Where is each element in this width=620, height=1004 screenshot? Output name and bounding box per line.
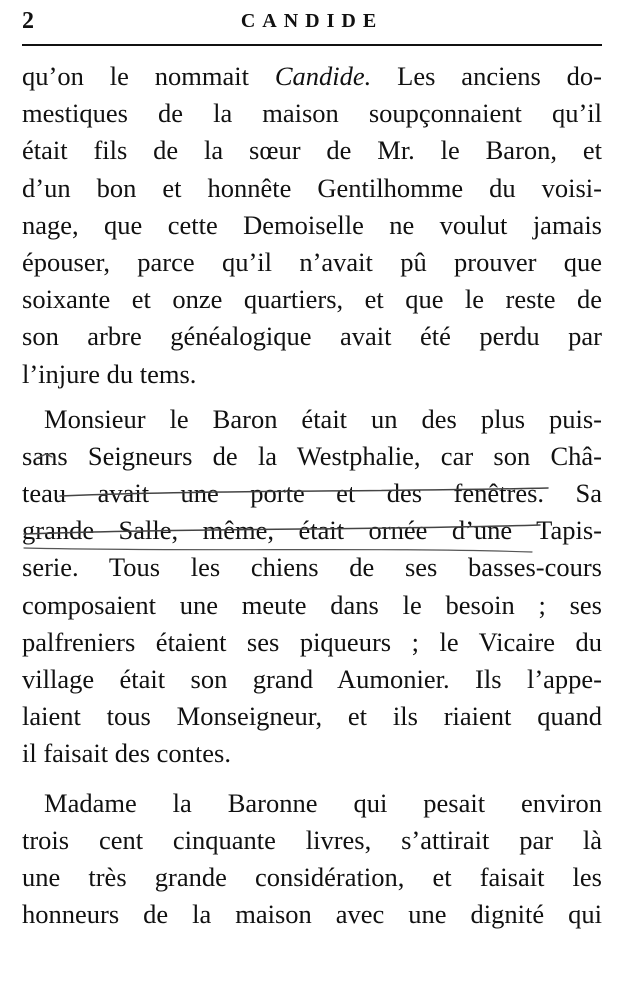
text-line: trois cent cinquante livres, s’attirait par là (22, 824, 602, 855)
emphasized-name: Candide. (274, 61, 372, 91)
text-line: village était son grand Aumonier. Ils l’appe- (22, 664, 602, 694)
text-line: teau avait une porte et des fenêtres. Sa (22, 478, 602, 509)
text-line: nage, que cette Demoiselle ne voulut jamais (22, 209, 602, 240)
running-title: CANDIDE (240, 10, 384, 32)
text-line: l’injure du tems. (22, 358, 197, 389)
paragraph-1 (22, 58, 602, 393)
text-line: d’un bon et honnête Gentilhomme du voisi- (22, 172, 602, 203)
paragraph-2 (22, 401, 602, 773)
text-line: palfreniers étaient ses piqueurs ; le Vicaire du (22, 626, 602, 657)
text-line: mestiques de la maison soupçonnaient qu’il (22, 98, 602, 129)
text-line: honneurs de la maison avec une dignité qui (22, 899, 602, 930)
text-line: son arbre généalogique avait été perdu par (22, 321, 602, 352)
body-text (22, 58, 602, 933)
page-header (22, 6, 602, 40)
text-line: Madame la Baronne qui pesait environ (44, 787, 602, 818)
text-line: il faisait des contes. (22, 738, 231, 769)
paragraph-3 (22, 785, 602, 934)
text-line: Monsieur le Baron était un des plus puis- (44, 403, 602, 434)
text-line: épouser, parce qu’il n’avait pû prouver que (22, 246, 602, 277)
page-number: 2 (22, 8, 34, 34)
text-line: était fils de la sœur de Mr. le Baron, et (22, 135, 602, 166)
header-rule (22, 44, 602, 46)
text-line: sans Seigneurs de la Westphalie, car son Châ- (22, 440, 602, 471)
text-line: une très grande considération, et faisait les (22, 861, 602, 892)
text-line: serie. Tous les chiens de ses basses-cours (22, 552, 602, 583)
text-line: qu’on le nommait Candide. Les anciens do- (22, 61, 602, 91)
text-line: grande Salle, même, était ornée d’une Tapis- (22, 515, 602, 546)
text-line: composaient une meute dans le besoin ; ses (22, 589, 602, 620)
text-line: laient tous Monseigneur, et ils riaient quand (22, 701, 602, 732)
text-line: soixante et onze quartiers, et que le reste de (22, 284, 602, 315)
